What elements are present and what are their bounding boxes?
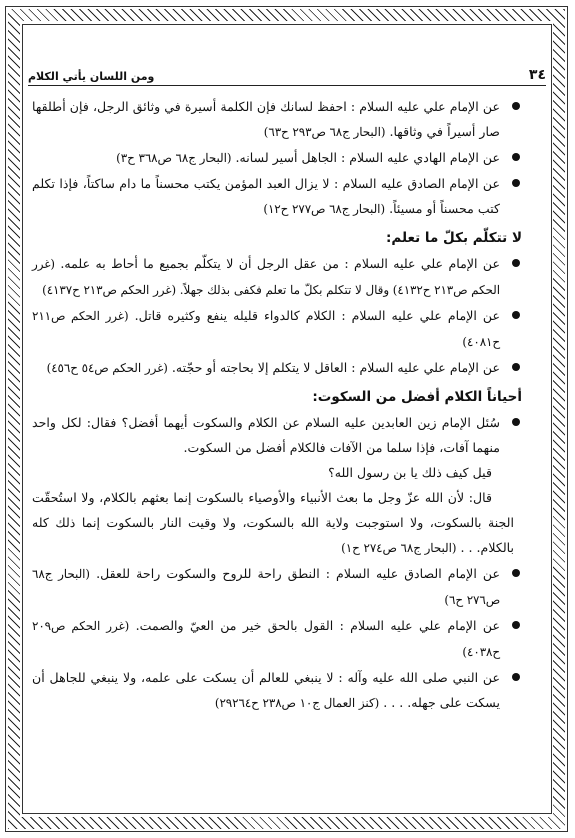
source-reference: (غرر الحكم ص٥٤ ح٤٥٦) (46, 361, 168, 375)
quote-text: سُئل الإمام زين العابدين عليه السلام عن الكلام والسكوت أيهما أفضل؟ فقال: لكل واحد منهما آفات، فإذا سلما من الآفات فالكلام أفضل من السكوت. (32, 415, 500, 455)
quote-item (32, 145, 522, 171)
bullet-icon (512, 418, 520, 426)
page-number: ٣٤ (528, 67, 546, 83)
source-reference: (كنز العمال ج١٠ ص٢٣٨ ح٢٩٢٦٤) (214, 696, 380, 710)
quote-paragraph (32, 485, 522, 561)
section-title: أحياناً الكلام أفضل من السكوت: (312, 389, 522, 405)
quote-item (32, 561, 522, 613)
running-head: ومن اللسان يأتي الكلام (28, 70, 155, 83)
section-title: لا تتكلّم بكلّ ما تعلم: (386, 230, 522, 246)
quote-item (32, 251, 522, 303)
source-reference: (غرر الحكم ص٢٠٩ ح٤٠٣٨) (32, 619, 500, 659)
source-reference: (البحار ج٦٨ ص٢٧٦ ح٦) (32, 567, 500, 607)
quote-item (32, 171, 522, 222)
quote-item (32, 410, 522, 460)
quote-text: عن الإمام علي عليه السلام : الكلام كالدواء قليله ينفع وكثيره قاتل. (134, 308, 501, 323)
quote-paragraph (32, 460, 522, 485)
quote-text: عن الإمام علي عليه السلام : احفظ لسانك فإن الكلمة أسيرة في وثائق الرجل، فإن أطلقها صار أسيراً في وثاقها. (32, 99, 500, 139)
quote-item (32, 355, 522, 381)
quote-text: عن الإمام الصادق عليه السلام : لا يزال العبد المؤمن يكتب محسناً ما دام ساكتاً، فإذا تكلم كتب محسناً أو مسيئاً. (32, 176, 500, 216)
bullet-icon (512, 153, 520, 161)
page-header (28, 64, 546, 86)
source-reference: (غرر الحكم ص٢١٣ ح٤١٣٢) وقال لا تتكلم بكلّ ما تعلم فكفى بذلك جهلاً. (غرر الحكم ص٢١٣ ح٤١٣٧) (32, 257, 500, 297)
quote-item (32, 665, 522, 716)
quote-item (32, 94, 522, 145)
bullet-icon (512, 621, 520, 629)
quote-text: عن الإمام علي عليه السلام : من عقل الرجل أن لا يتكلّم بجميع ما أحاط به علمه. (60, 256, 500, 271)
quote-text: عن النبي صلى الله عليه وآله : لا ينبغي للعالم أن يسكت على علمه، ولا ينبغي للجاهل أن يسكت على جهله. . . . (32, 670, 500, 710)
bullet-icon (512, 673, 520, 681)
bullet-icon (512, 363, 520, 371)
page-body (32, 94, 522, 716)
quote-item (32, 613, 522, 665)
quote-text: عن الإمام الهادي عليه السلام : الجاهل أسير لسانه. (235, 150, 500, 165)
quote-text: قال: لأن الله عزّ وجل ما بعث الأنبياء والأوصياء بالسكوت إنما بعثهم بالكلام، ولا استُحقّت الجنة بالسكوت، ولا استوجبت ولاية الله بالسكوت، ولا وقيت النار بالسكوت إنما ذلك كله بالكلام. . . (32, 490, 514, 555)
source-reference: (البحار ج٦٨ ص٢٧٤ ح١) (341, 541, 457, 555)
source-reference: (غرر الحكم ص٢١١ ح٤٠٨١) (32, 309, 500, 349)
bullet-icon (512, 259, 520, 267)
bullet-icon (512, 569, 520, 577)
quote-text: عن الإمام علي عليه السلام : العاقل لا يتكلم إلا بحاجته أو حجّته. (171, 360, 500, 375)
quote-text: قيل كيف ذلك يا بن رسول الله؟ (328, 465, 492, 480)
source-reference: (البحار ج٦٨ ص٢٧٧ ح١٢) (263, 202, 386, 216)
bullet-icon (512, 102, 520, 110)
quote-item (32, 303, 522, 355)
bullet-icon (512, 311, 520, 319)
bullet-icon (512, 179, 520, 187)
source-reference: (البحار ج٦٨ ص٣٦٨ ح٣) (116, 151, 232, 165)
quote-text: عن الإمام الصادق عليه السلام : النطق راحة للروح والسكوت راحة للعقل. (96, 566, 500, 581)
quote-text: عن الإمام علي عليه السلام : القول بالحق خير من العيّ والصمت. (135, 618, 500, 633)
source-reference: (البحار ج٦٨ ص٢٩٣ ح٦٣) (263, 125, 386, 139)
